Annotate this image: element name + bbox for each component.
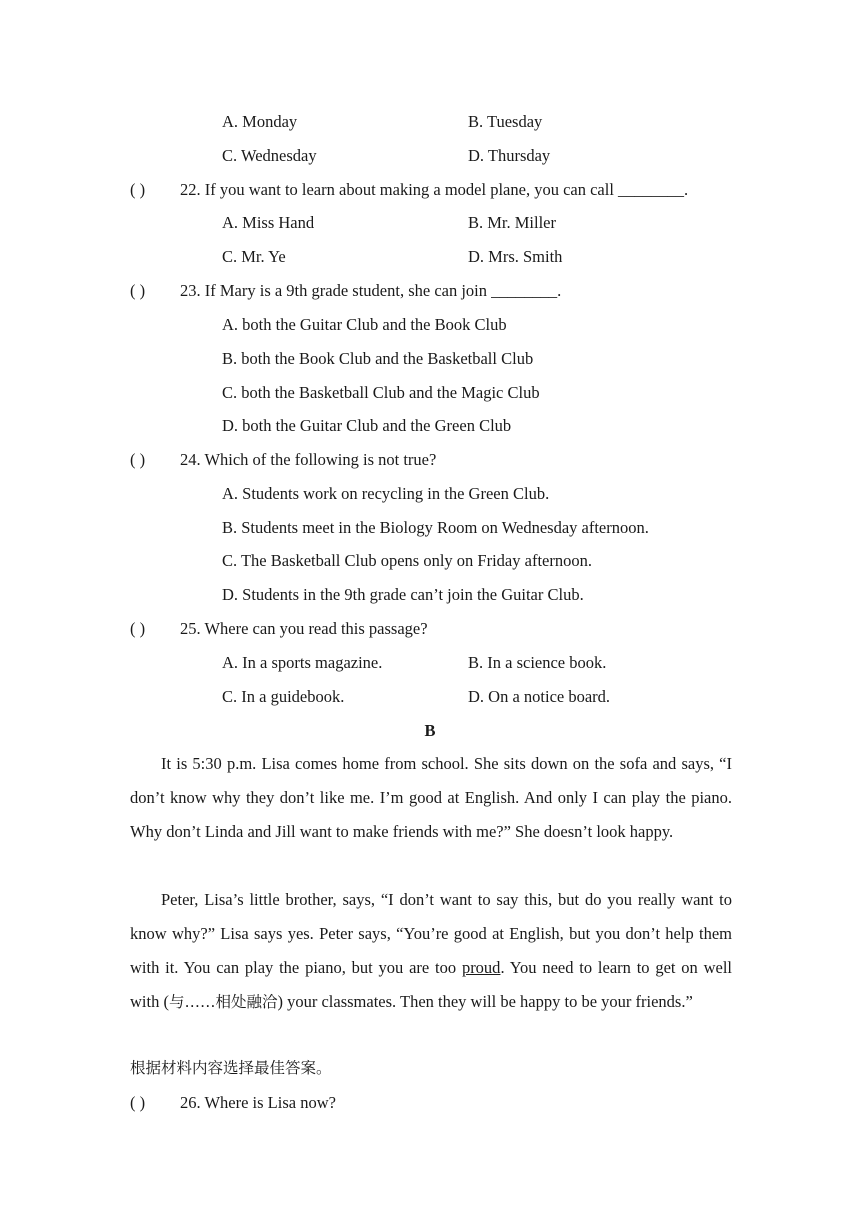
q21-option-b: B. Tuesday	[468, 112, 543, 131]
passage-paragraph-1: It is 5:30 p.m. Lisa comes home from school. She sits down on the sofa and says, “I don’t know why they don’t like me. I’m good at English. And only I can play the piano. Why don’t Linda and Jill want to make friends with me?” She doesn’t look happy.	[130, 754, 732, 841]
q25-option-a: A. In a sports magazine.	[222, 653, 383, 672]
q21-option-c: C. Wednesday	[222, 146, 317, 165]
q22-option-d: D. Mrs. Smith	[468, 247, 563, 266]
question-text: 22. If you want to learn about making a model plane, you can call ________.	[180, 180, 689, 199]
passage-paragraph-2	[130, 883, 732, 1019]
question-text: 25. Where can you read this passage?	[180, 619, 428, 638]
paragraph-text: Peter, Lisa’s little brother, says, “I don’t want to say this, but do you really want to know why?” Lisa says yes. Peter says, “You’re good at English, but you don’t help them with it. You can play the piano, but you are too	[130, 890, 732, 977]
question-23	[130, 281, 561, 301]
answer-blank[interactable]: ( )	[130, 450, 146, 469]
q25-option-b: B. In a science book.	[468, 653, 607, 672]
q21-option-a: A. Monday	[222, 112, 298, 131]
question-26	[130, 1093, 336, 1113]
question-22	[130, 180, 688, 200]
question-text: 26. Where is Lisa now?	[180, 1093, 336, 1112]
instruction-text: 根据材料内容选择最佳答案。	[130, 1059, 332, 1077]
chinese-gloss: 与……相处融洽	[168, 993, 278, 1011]
question-text: 23. If Mary is a 9th grade student, she can join ________.	[180, 281, 562, 300]
answer-blank[interactable]: ( )	[130, 281, 146, 300]
q25-option-c: C. In a guidebook.	[222, 687, 345, 706]
question-25	[130, 619, 428, 639]
q23-option-b: B. both the Book Club and the Basketball Club	[222, 349, 534, 368]
q22-option-c: C. Mr. Ye	[222, 247, 286, 266]
q25-option-d: D. On a notice board.	[468, 687, 611, 706]
q21-option-d: D. Thursday	[468, 146, 551, 165]
q23-option-c: C. both the Basketball Club and the Magic Club	[222, 383, 540, 402]
paragraph-text: . You need to learn to get on well with (	[130, 958, 732, 1011]
answer-blank[interactable]: ( )	[130, 619, 146, 638]
q22-option-b: B. Mr. Miller	[468, 213, 557, 232]
answer-blank[interactable]: ( )	[130, 180, 146, 199]
question-24	[130, 450, 436, 470]
q24-option-c: C. The Basketball Club opens only on Friday afternoon.	[222, 551, 592, 570]
q23-option-d: D. both the Guitar Club and the Green Club	[222, 416, 512, 435]
question-text: 24. Which of the following is not true?	[180, 450, 437, 469]
q24-option-d: D. Students in the 9th grade can’t join the Guitar Club.	[222, 585, 584, 604]
paragraph-text: ) your classmates. Then they will be happy to be your friends.”	[277, 992, 693, 1011]
q24-option-b: B. Students meet in the Biology Room on Wednesday afternoon.	[222, 518, 649, 537]
section-heading: B	[424, 721, 436, 740]
underlined-word: proud	[461, 958, 501, 977]
q24-option-a: A. Students work on recycling in the Green Club.	[222, 484, 550, 503]
q23-option-a: A. both the Guitar Club and the Book Club	[222, 315, 507, 334]
q22-option-a: A. Miss Hand	[222, 213, 315, 232]
answer-blank[interactable]: ( )	[130, 1093, 146, 1112]
